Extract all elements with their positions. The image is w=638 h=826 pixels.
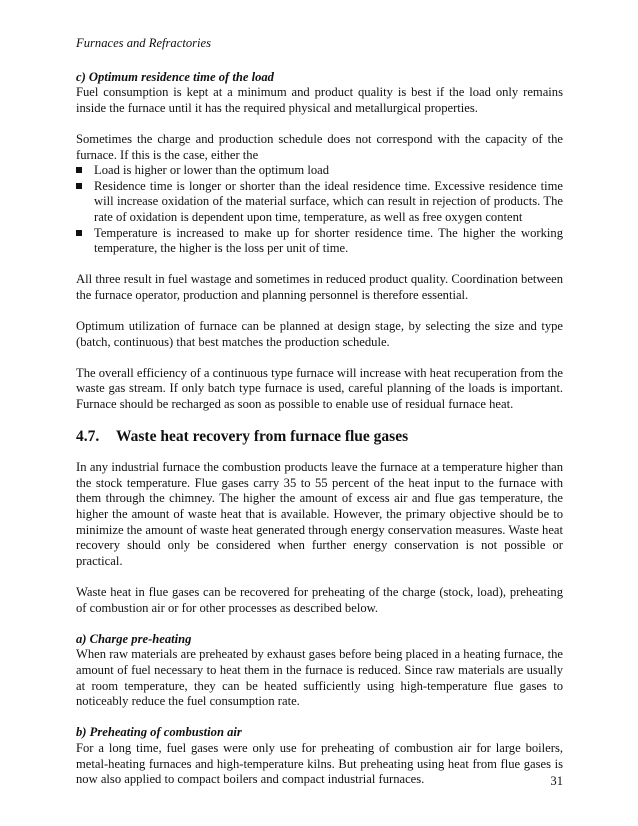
square-bullet-icon <box>76 183 82 189</box>
list-item-text: Load is higher or lower than the optimum load <box>94 163 330 178</box>
paragraph: All three result in fuel wastage and sometimes in reduced product quality. Coordination between the furnace operator, production and planning personnel is therefore essential. <box>76 272 563 302</box>
page-number: 31 <box>550 774 563 788</box>
paragraph: Waste heat in flue gases can be recovered for preheating of the charge (stock, load), preheating of combustion air or for other processes as described below. <box>76 585 563 615</box>
section-heading <box>76 428 563 446</box>
paragraph: Sometimes the charge and production schedule does not correspond with the capacity of the furnace. If this is the case, either the <box>76 131 563 162</box>
subsection-heading-charge-preheating: a) Charge pre-heating <box>76 631 192 646</box>
square-bullet-icon <box>76 167 82 173</box>
section-title: Waste heat recovery from furnace flue gases <box>116 428 409 446</box>
subsection-heading-air-preheating: b) Preheating of combustion air <box>76 725 242 740</box>
section-number: 4.7. <box>76 428 100 446</box>
paragraph: Optimum utilization of furnace can be planned at design stage, by selecting the size and type (batch, continuous) that best matches the production schedule. <box>76 319 563 349</box>
paragraph: In any industrial furnace the combustion products leave the furnace at a temperature higher than the stock temperature. Flue gases carry 35 to 55 percent of the heat input to the furnace with them through the chimney. The higher the amount of excess air and flue gas temperature, the higher the amount of waste heat that is available. However, the primary objective should be to minimize the amount of waste heat generated through energy conservation measures. Waste heat recovery should only be considered when further energy conservation is not possible or practical. <box>76 460 563 568</box>
subsection-heading-residence-time: c) Optimum residence time of the load <box>76 69 274 84</box>
paragraph: For a long time, fuel gases were only use for preheating of combustion air for large boilers, metal-heating furnaces and high-temperature kilns. But preheating using heat from flue gases is now also applied to compact boilers and compact industrial furnaces. <box>76 740 563 787</box>
list-item-text: Temperature is increased to make up for shorter residence time. The higher the working temperature, the higher is the loss per unit of time. <box>94 225 563 256</box>
list-item-text: Residence time is longer or shorter than the ideal residence time. Excessive residence time will increase oxidation of the material surface, which can result in rejection of products. The rate of oxidation is dependent upon time, temperature, as well as free oxygen content <box>94 178 563 224</box>
list-item <box>76 179 563 226</box>
list-item <box>76 226 563 257</box>
paragraph: Fuel consumption is kept at a minimum and product quality is best if the load only remains inside the furnace until it has the required physical and metallurgical properties. <box>76 85 563 115</box>
running-header: Furnaces and Refractories <box>76 36 212 50</box>
list-item <box>76 163 563 179</box>
square-bullet-icon <box>76 230 82 236</box>
paragraph: When raw materials are preheated by exhaust gases before being placed in a heating furnace, the amount of fuel necessary to heat them in the furnace is reduced. Since raw materials are usually at room temperature, they can be heated sufficiently using high-temperature flue gases to noticeably reduce the fuel consumption rate. <box>76 647 563 709</box>
paragraph: The overall efficiency of a continuous type furnace will increase with heat recuperation from the waste gas stream. If only batch type furnace is used, careful planning of the loads is important. Furnace should be recharged as soon as possible to enable use of residual furnace heat. <box>76 365 563 412</box>
bullet-list <box>76 163 563 257</box>
